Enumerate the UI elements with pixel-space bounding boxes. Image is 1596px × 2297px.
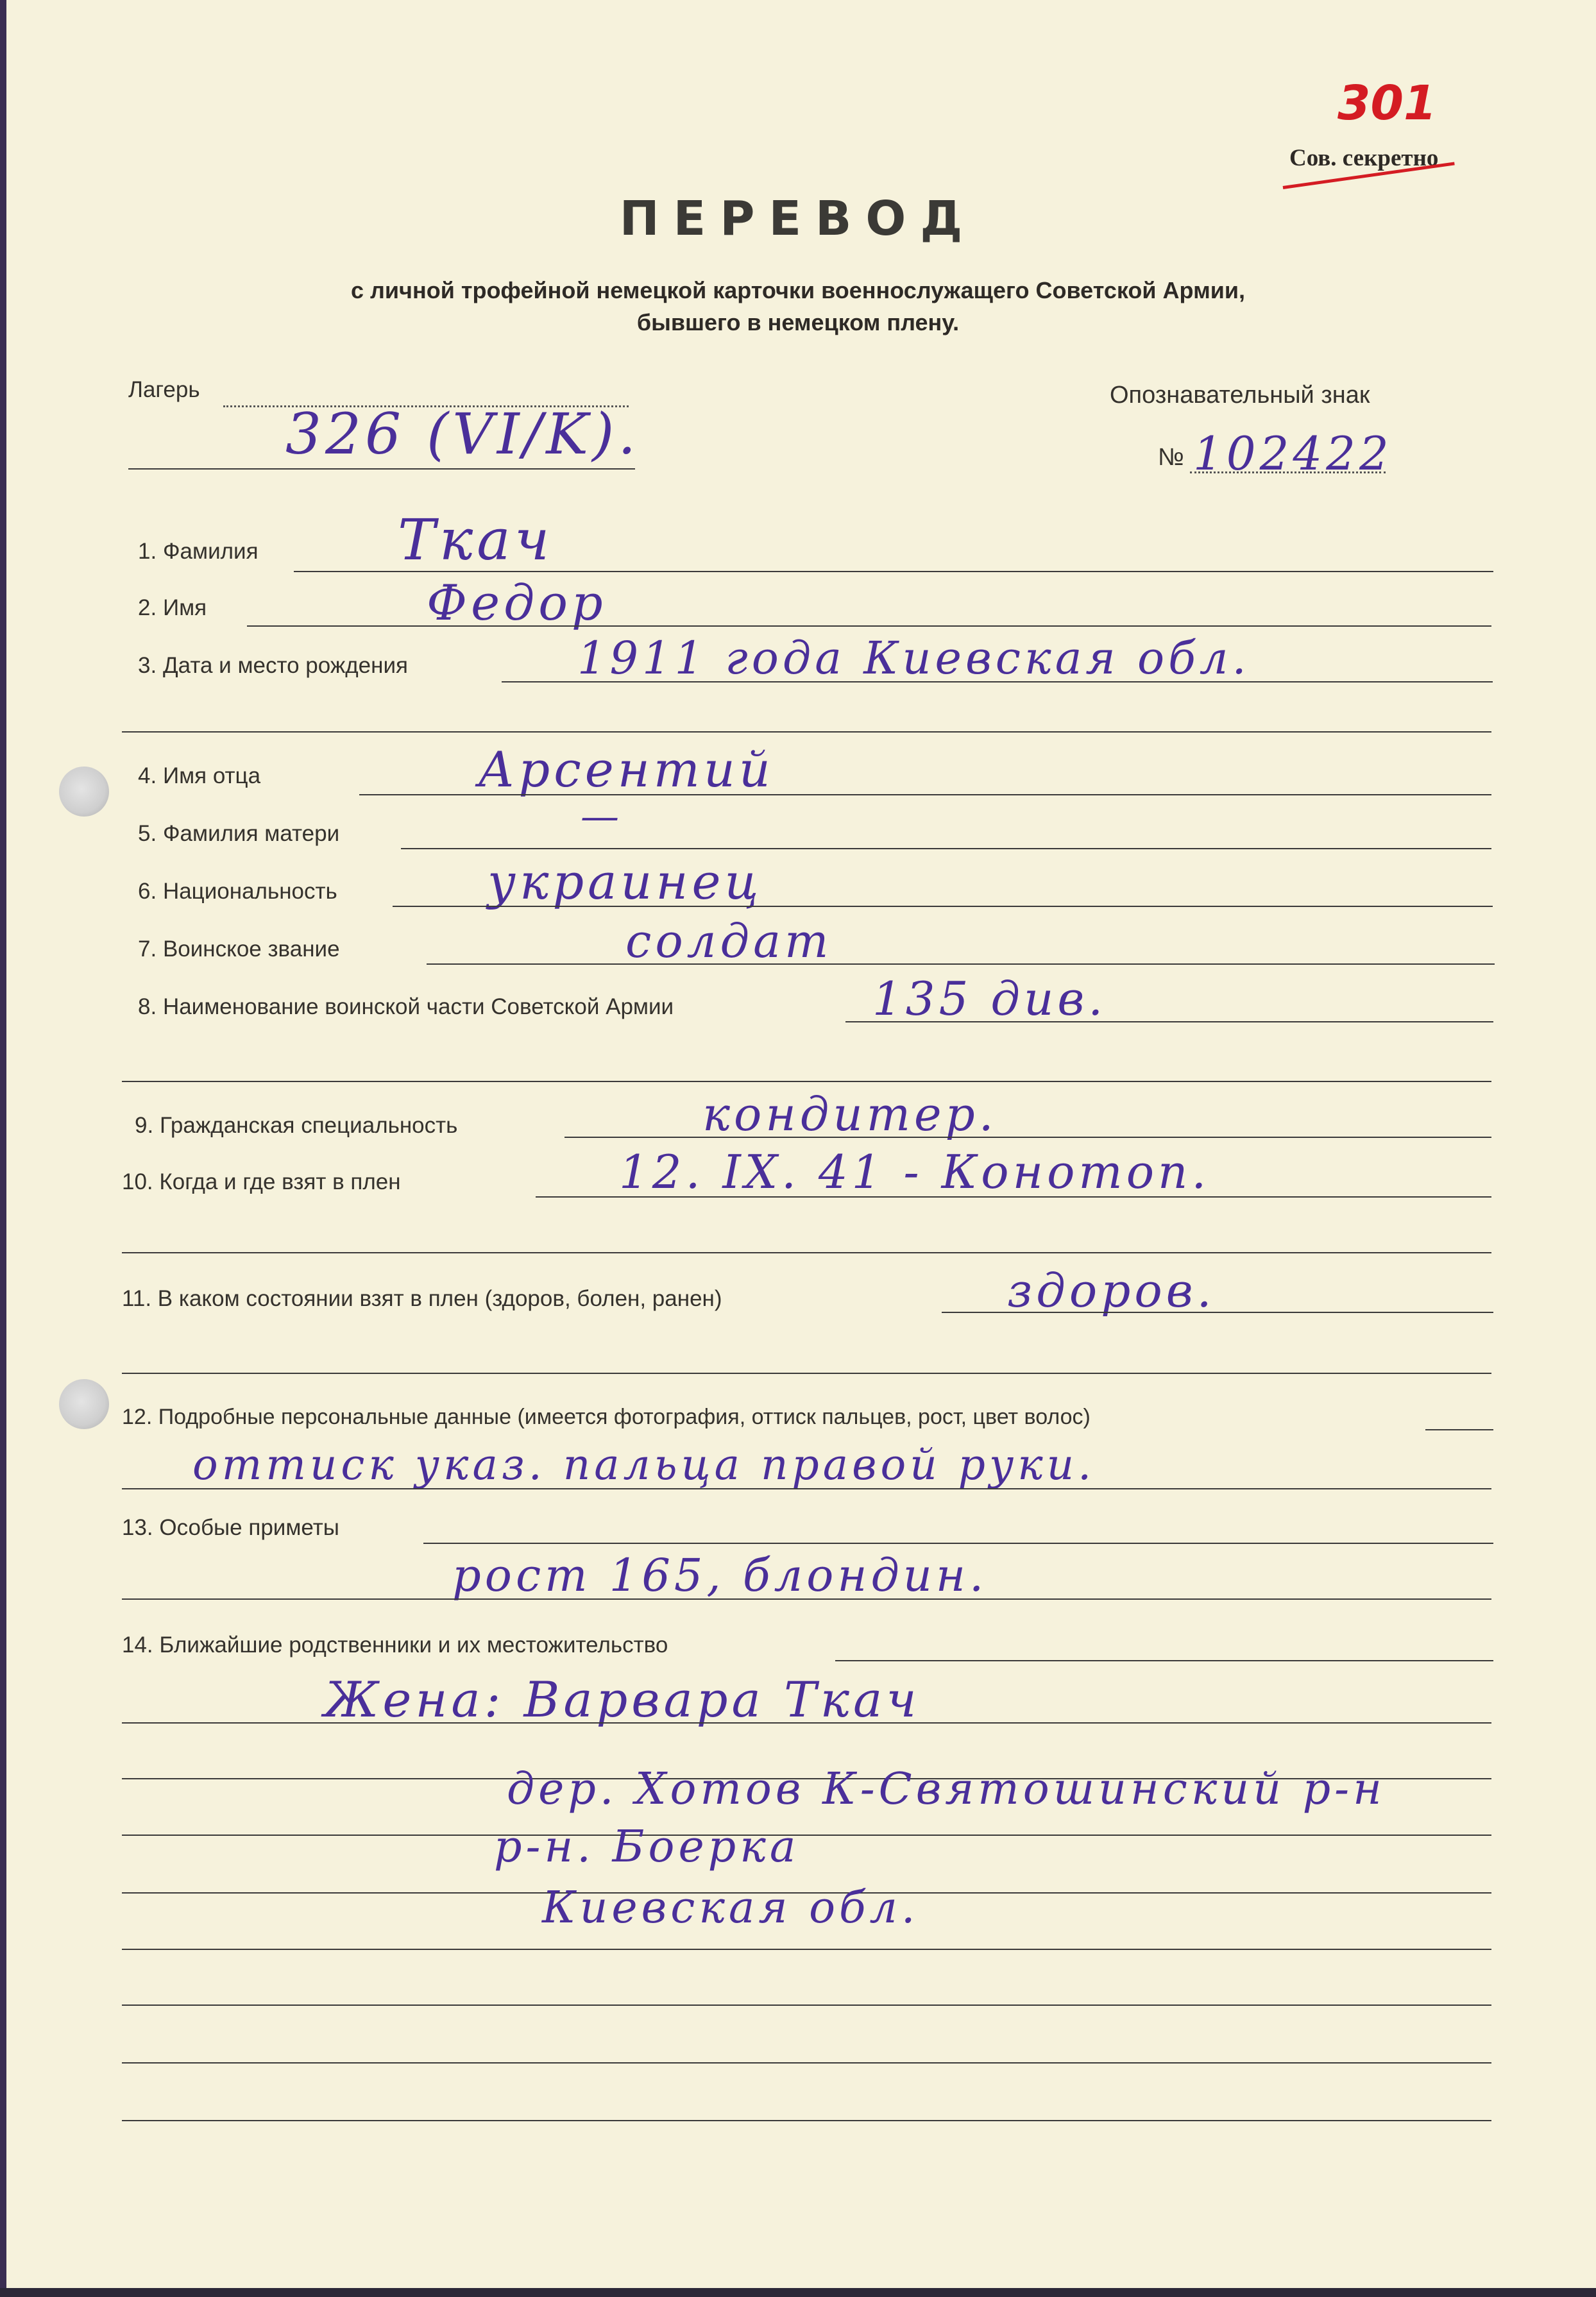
field-1-line (294, 571, 1493, 572)
field-3-line (502, 681, 1493, 682)
field-4-line (359, 794, 1491, 795)
field-5-line (401, 848, 1491, 849)
field-2-value: Федор (427, 574, 607, 631)
field-12-continuation-line (122, 1488, 1491, 1489)
id-tag-number-value: 102422 (1193, 427, 1393, 480)
field-2-line (247, 625, 1491, 627)
address-line-2 (122, 1835, 1491, 1836)
field-11-label: 11. В каком состоянии взят в плен (здоров, болен, ранен) (122, 1286, 722, 1311)
field-9-value: кондитер. (702, 1087, 998, 1141)
address-line-5 (122, 2005, 1491, 2006)
field-14-continuation-line-1 (122, 1722, 1491, 1724)
field-13-value: рост 165, блондин. (452, 1549, 988, 1602)
field-9-line (565, 1137, 1491, 1138)
relatives-address-line-1: дер. Хотов К-Святошинский р-н (507, 1764, 1386, 1815)
field-13-line (423, 1543, 1493, 1544)
field-6-value: украинец (488, 853, 763, 910)
field-2-label: 2. Имя (138, 595, 207, 620)
document-subtitle-line1: с личной трофейной немецкой карточки военнослужащего Советской Армии, (351, 277, 1245, 303)
field-10-continuation-line (122, 1252, 1491, 1253)
field-4-value: Арсентий (478, 741, 774, 798)
camp-label: Лагерь (128, 377, 200, 402)
field-3-value: 1911 года Киевская обл. (577, 632, 1250, 684)
field-6-label: 6. Национальность (138, 879, 337, 904)
relatives-address-line-2: р-н. Боерка (494, 1822, 800, 1872)
field-11-line (942, 1312, 1493, 1313)
id-tag-label: Опознавательный знак (1110, 382, 1370, 409)
field-9-label: 9. Гражданская специальность (135, 1113, 458, 1138)
field-7-value: солдат (625, 914, 833, 968)
field-7-line (427, 963, 1495, 965)
field-10-value: 12. IX. 41 - Конотоп. (619, 1145, 1210, 1199)
field-14-label: 14. Ближайшие родственники и их местожительство (122, 1632, 668, 1657)
document-subtitle-line2: бывшего в немецком плену. (636, 309, 960, 335)
field-8-label: 8. Наименование воинской части Советской Армии (138, 994, 674, 1019)
secret-number-stamp: 301 (1337, 76, 1437, 131)
relatives-address-line-3: Киевская обл. (542, 1883, 919, 1933)
id-tag-dotted-line (1190, 471, 1386, 473)
field-11-value: здоров. (1007, 1264, 1216, 1318)
camp-value: 326 (VI/K). (285, 401, 640, 467)
field-8-line (845, 1021, 1493, 1022)
field-12-line (1425, 1429, 1493, 1430)
camp-underline (128, 468, 635, 470)
field-14-line (835, 1660, 1493, 1661)
field-7-label: 7. Воинское звание (138, 937, 340, 962)
field-13-label: 13. Особые приметы (122, 1515, 339, 1540)
field-5-label: 5. Фамилия матери (138, 821, 340, 846)
field-8-value: 135 див. (872, 972, 1107, 1026)
field-1-value: Ткач (398, 507, 554, 573)
document-title: ПЕРЕВОД (619, 191, 977, 246)
punch-hole-top (59, 767, 109, 817)
address-line-6 (122, 2062, 1491, 2064)
scan-edge-left (0, 0, 6, 2297)
field-3-label: 3. Дата и место рождения (138, 653, 408, 678)
field-1-label: 1. Фамилия (138, 539, 259, 564)
field-10-label: 10. Когда и где взят в плен (122, 1169, 401, 1194)
address-line-7 (122, 2120, 1491, 2121)
classification-label: Сов. секретно (1289, 145, 1439, 171)
field-14-value: Жена: Варвара Ткач (324, 1671, 921, 1728)
field-12-value: оттиск указ. пальца правой руки. (192, 1440, 1096, 1489)
id-tag-number-prefix: № (1158, 444, 1184, 471)
field-4-label: 4. Имя отца (138, 763, 261, 788)
field-3-continuation-line (122, 731, 1491, 733)
punch-hole-bottom (59, 1379, 109, 1429)
field-10-line (536, 1196, 1491, 1198)
address-line-4 (122, 1949, 1491, 1950)
field-12-label: 12. Подробные персональные данные (имеется фотография, оттиск пальцев, рост, цвет волос) (122, 1405, 1091, 1429)
field-8-continuation-line (122, 1081, 1491, 1082)
scan-edge-bottom (0, 2288, 1596, 2297)
field-11-continuation-line (122, 1373, 1491, 1374)
field-13-continuation-line (122, 1598, 1491, 1600)
field-6-line (393, 906, 1493, 907)
field-5-value: — (581, 794, 623, 839)
